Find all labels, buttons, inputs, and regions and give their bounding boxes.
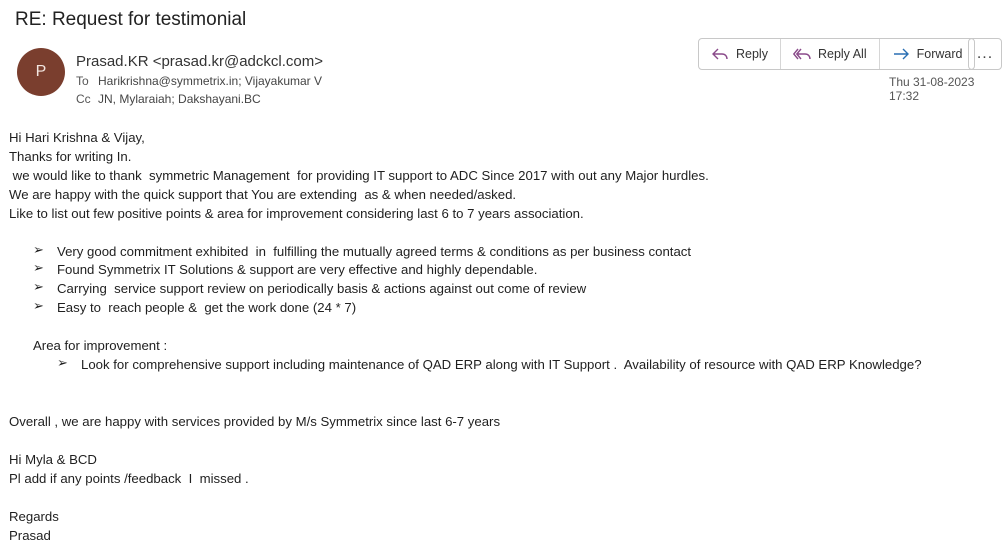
bullet-item: Very good commitment exhibited in fulfilling the mutually agreed terms & conditions as per business contact <box>57 244 692 259</box>
to-label: To <box>76 74 89 88</box>
improvement-heading: Area for improvement : <box>33 338 168 353</box>
body-overall: Overall , we are happy with services provided by M/s Symmetrix since last 6-7 years <box>9 414 501 429</box>
sender-name[interactable]: Prasad.KR <prasad.kr@adckcl.com> <box>76 53 323 70</box>
body-line-5: Pl add if any points /feedback I missed . <box>9 471 249 486</box>
forward-button[interactable] <box>880 39 975 69</box>
reply-all-icon <box>793 47 811 61</box>
body-line-1: Thanks for writing In. <box>9 149 132 164</box>
forward-label: Forward <box>916 47 963 61</box>
body-line-3: We are happy with the quick support that You are extending as & when needed/asked. <box>9 187 517 202</box>
reply-all-label: Reply All <box>817 47 867 61</box>
sent-timestamp: Thu 31-08-2023 17:32 <box>889 75 975 103</box>
more-actions-button[interactable]: ... <box>968 38 1002 70</box>
reply-all-button[interactable] <box>781 39 880 69</box>
message-actions <box>698 38 975 70</box>
bullet-arrow-icon: ➢ <box>33 242 44 257</box>
bullet-item: Easy to reach people & get the work done (24 * 7) <box>57 300 357 315</box>
bullet-arrow-icon: ➢ <box>33 298 44 313</box>
forward-icon <box>892 47 910 61</box>
bullet-item: Found Symmetrix IT Solutions & support are very effective and highly dependable. <box>57 262 538 277</box>
cc-line <box>76 92 261 106</box>
body-greeting-2: Hi Myla & BCD <box>9 452 97 467</box>
body-line-2: we would like to thank symmetric Management for providing IT support to ADC Since 2017 with out any Major hurdles. <box>9 168 709 183</box>
cc-label: Cc <box>76 92 91 106</box>
body-greeting: Hi Hari Krishna & Vijay, <box>9 130 145 145</box>
email-subject: RE: Request for testimonial <box>15 9 247 30</box>
reply-label: Reply <box>736 47 768 61</box>
reply-icon <box>711 47 729 61</box>
bullet-arrow-icon: ➢ <box>33 279 44 294</box>
body-regards: Regards <box>9 509 59 524</box>
bullet-arrow-icon: ➢ <box>57 355 68 370</box>
cc-recipients[interactable]: JN, Mylaraiah; Dakshayani.BC <box>98 92 261 106</box>
to-recipients[interactable]: Harikrishna@symmetrix.in; Vijayakumar V <box>98 74 323 88</box>
body-line-4: Like to list out few positive points & area for improvement considering last 6 to 7 years association. <box>9 206 584 221</box>
bullet-arrow-icon: ➢ <box>33 260 44 275</box>
improvement-item: Look for comprehensive support including maintenance of QAD ERP along with IT Support . Availability of resource with QAD ERP Knowledge? <box>81 357 922 372</box>
bullet-item: Carrying service support review on periodically basis & actions against out come of review <box>57 281 587 296</box>
sender-avatar[interactable]: P <box>17 48 65 96</box>
to-line <box>76 74 322 88</box>
body-signature: Prasad <box>9 528 51 543</box>
reply-button[interactable] <box>699 39 781 69</box>
